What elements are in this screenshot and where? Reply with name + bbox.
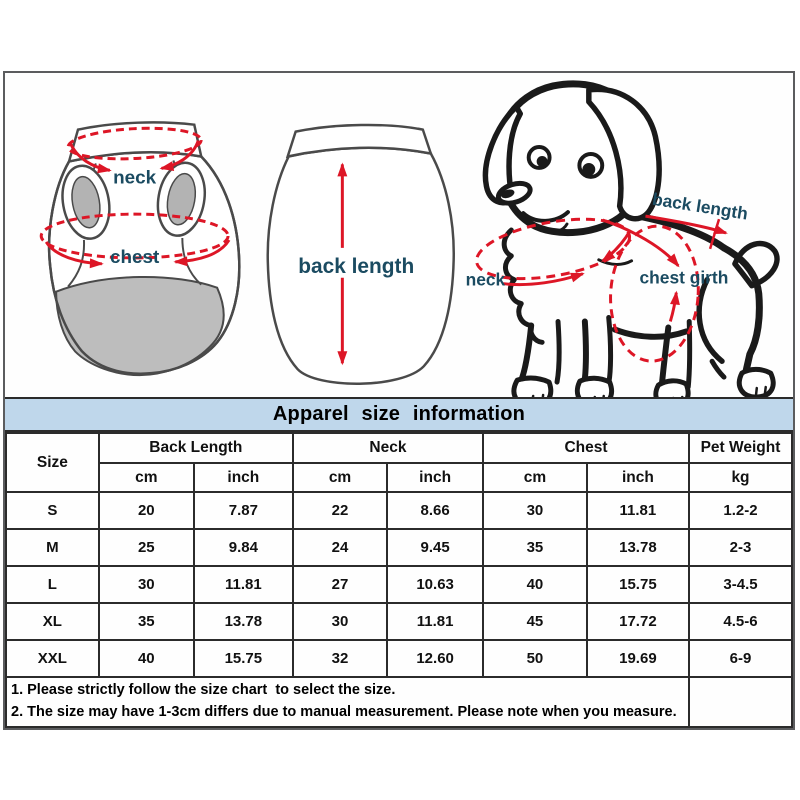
- cell-neck-inch: 12.60: [387, 640, 483, 677]
- note-2: 2. The size may have 1-3cm differs due to manual measurement. Please note when you measure.: [11, 704, 677, 720]
- header-kg: kg: [689, 463, 792, 492]
- cell-weight: 6-9: [689, 640, 792, 677]
- header-neck-inch: inch: [387, 463, 483, 492]
- header-back-inch: inch: [194, 463, 293, 492]
- cell-neck-cm: 22: [293, 492, 387, 529]
- measurement-diagrams: [5, 73, 793, 397]
- header-neck-cm: cm: [293, 463, 387, 492]
- garment-front-neck-label: neck: [113, 167, 157, 189]
- cell-back-cm: 40: [99, 640, 194, 677]
- cell-back-inch: 7.87: [194, 492, 293, 529]
- header-chest-cm: cm: [483, 463, 587, 492]
- cell-back-cm: 20: [99, 492, 194, 529]
- size-chart-panel: [3, 71, 795, 730]
- notes-row: [6, 677, 792, 727]
- cell-neck-cm: 24: [293, 529, 387, 566]
- cell-size: XXL: [6, 640, 99, 677]
- cell-size: S: [6, 492, 99, 529]
- header-chest-inch: inch: [587, 463, 689, 492]
- cell-chest-cm: 50: [483, 640, 587, 677]
- size-table: [5, 432, 793, 728]
- garment-back-illustration: [268, 125, 454, 384]
- cell-weight: 3-4.5: [689, 566, 792, 603]
- cell-back-cm: 25: [99, 529, 194, 566]
- cell-neck-inch: 9.45: [387, 529, 483, 566]
- cell-chest-inch: 11.81: [587, 492, 689, 529]
- cell-neck-inch: 8.66: [387, 492, 483, 529]
- cell-chest-cm: 35: [483, 529, 587, 566]
- cell-size: XL: [6, 603, 99, 640]
- table-row-xl: [6, 603, 792, 640]
- header-chest: Chest: [483, 433, 689, 463]
- cell-chest-inch: 17.72: [587, 603, 689, 640]
- table-title: Apparel size information: [272, 403, 526, 425]
- dog-neck-label: neck: [465, 269, 506, 290]
- cell-back-inch: 13.78: [194, 603, 293, 640]
- cell-back-cm: 35: [99, 603, 194, 640]
- notes-empty-cell: [689, 677, 792, 727]
- cell-neck-cm: 27: [293, 566, 387, 603]
- garment-front-illustration: [41, 122, 239, 375]
- header-pet-weight: Pet Weight: [689, 433, 792, 463]
- note-1: 1. Please strictly follow the size chart to select the size.: [11, 682, 396, 699]
- cell-back-cm: 30: [99, 566, 194, 603]
- table-row-m: [6, 529, 792, 566]
- cell-neck-inch: 11.81: [387, 603, 483, 640]
- table-row-s: [6, 492, 792, 529]
- garment-front-hem: [56, 277, 224, 375]
- cell-weight: 1.2-2: [689, 492, 792, 529]
- table-row-xxl: [6, 640, 792, 677]
- cell-back-inch: 15.75: [194, 640, 293, 677]
- garment-front-chest-label: chest: [109, 246, 160, 268]
- header-back-length: Back Length: [99, 433, 293, 463]
- header-back-cm: cm: [99, 463, 194, 492]
- garment-back-length-label: back length: [298, 254, 415, 278]
- notes-cell: [6, 677, 689, 727]
- cell-chest-cm: 45: [483, 603, 587, 640]
- diagram-canvas: [5, 73, 793, 397]
- cell-weight: 2-3: [689, 529, 792, 566]
- cell-neck-cm: 32: [293, 640, 387, 677]
- cell-weight: 4.5-6: [689, 603, 792, 640]
- dog-back-length-label: back length: [650, 188, 750, 224]
- cell-neck-cm: 30: [293, 603, 387, 640]
- cell-back-inch: 11.81: [194, 566, 293, 603]
- cell-chest-inch: 13.78: [587, 529, 689, 566]
- cell-chest-inch: 19.69: [587, 640, 689, 677]
- cell-chest-cm: 30: [483, 492, 587, 529]
- header-neck: Neck: [293, 433, 483, 463]
- cell-size: M: [6, 529, 99, 566]
- cell-size: L: [6, 566, 99, 603]
- dog-chest-girth-label: chest girth: [639, 267, 729, 288]
- cell-neck-inch: 10.63: [387, 566, 483, 603]
- header-size: Size: [6, 433, 99, 492]
- cell-chest-cm: 40: [483, 566, 587, 603]
- table-title-bar: [5, 397, 793, 432]
- table-row-l: [6, 566, 792, 603]
- cell-back-inch: 9.84: [194, 529, 293, 566]
- cell-chest-inch: 15.75: [587, 566, 689, 603]
